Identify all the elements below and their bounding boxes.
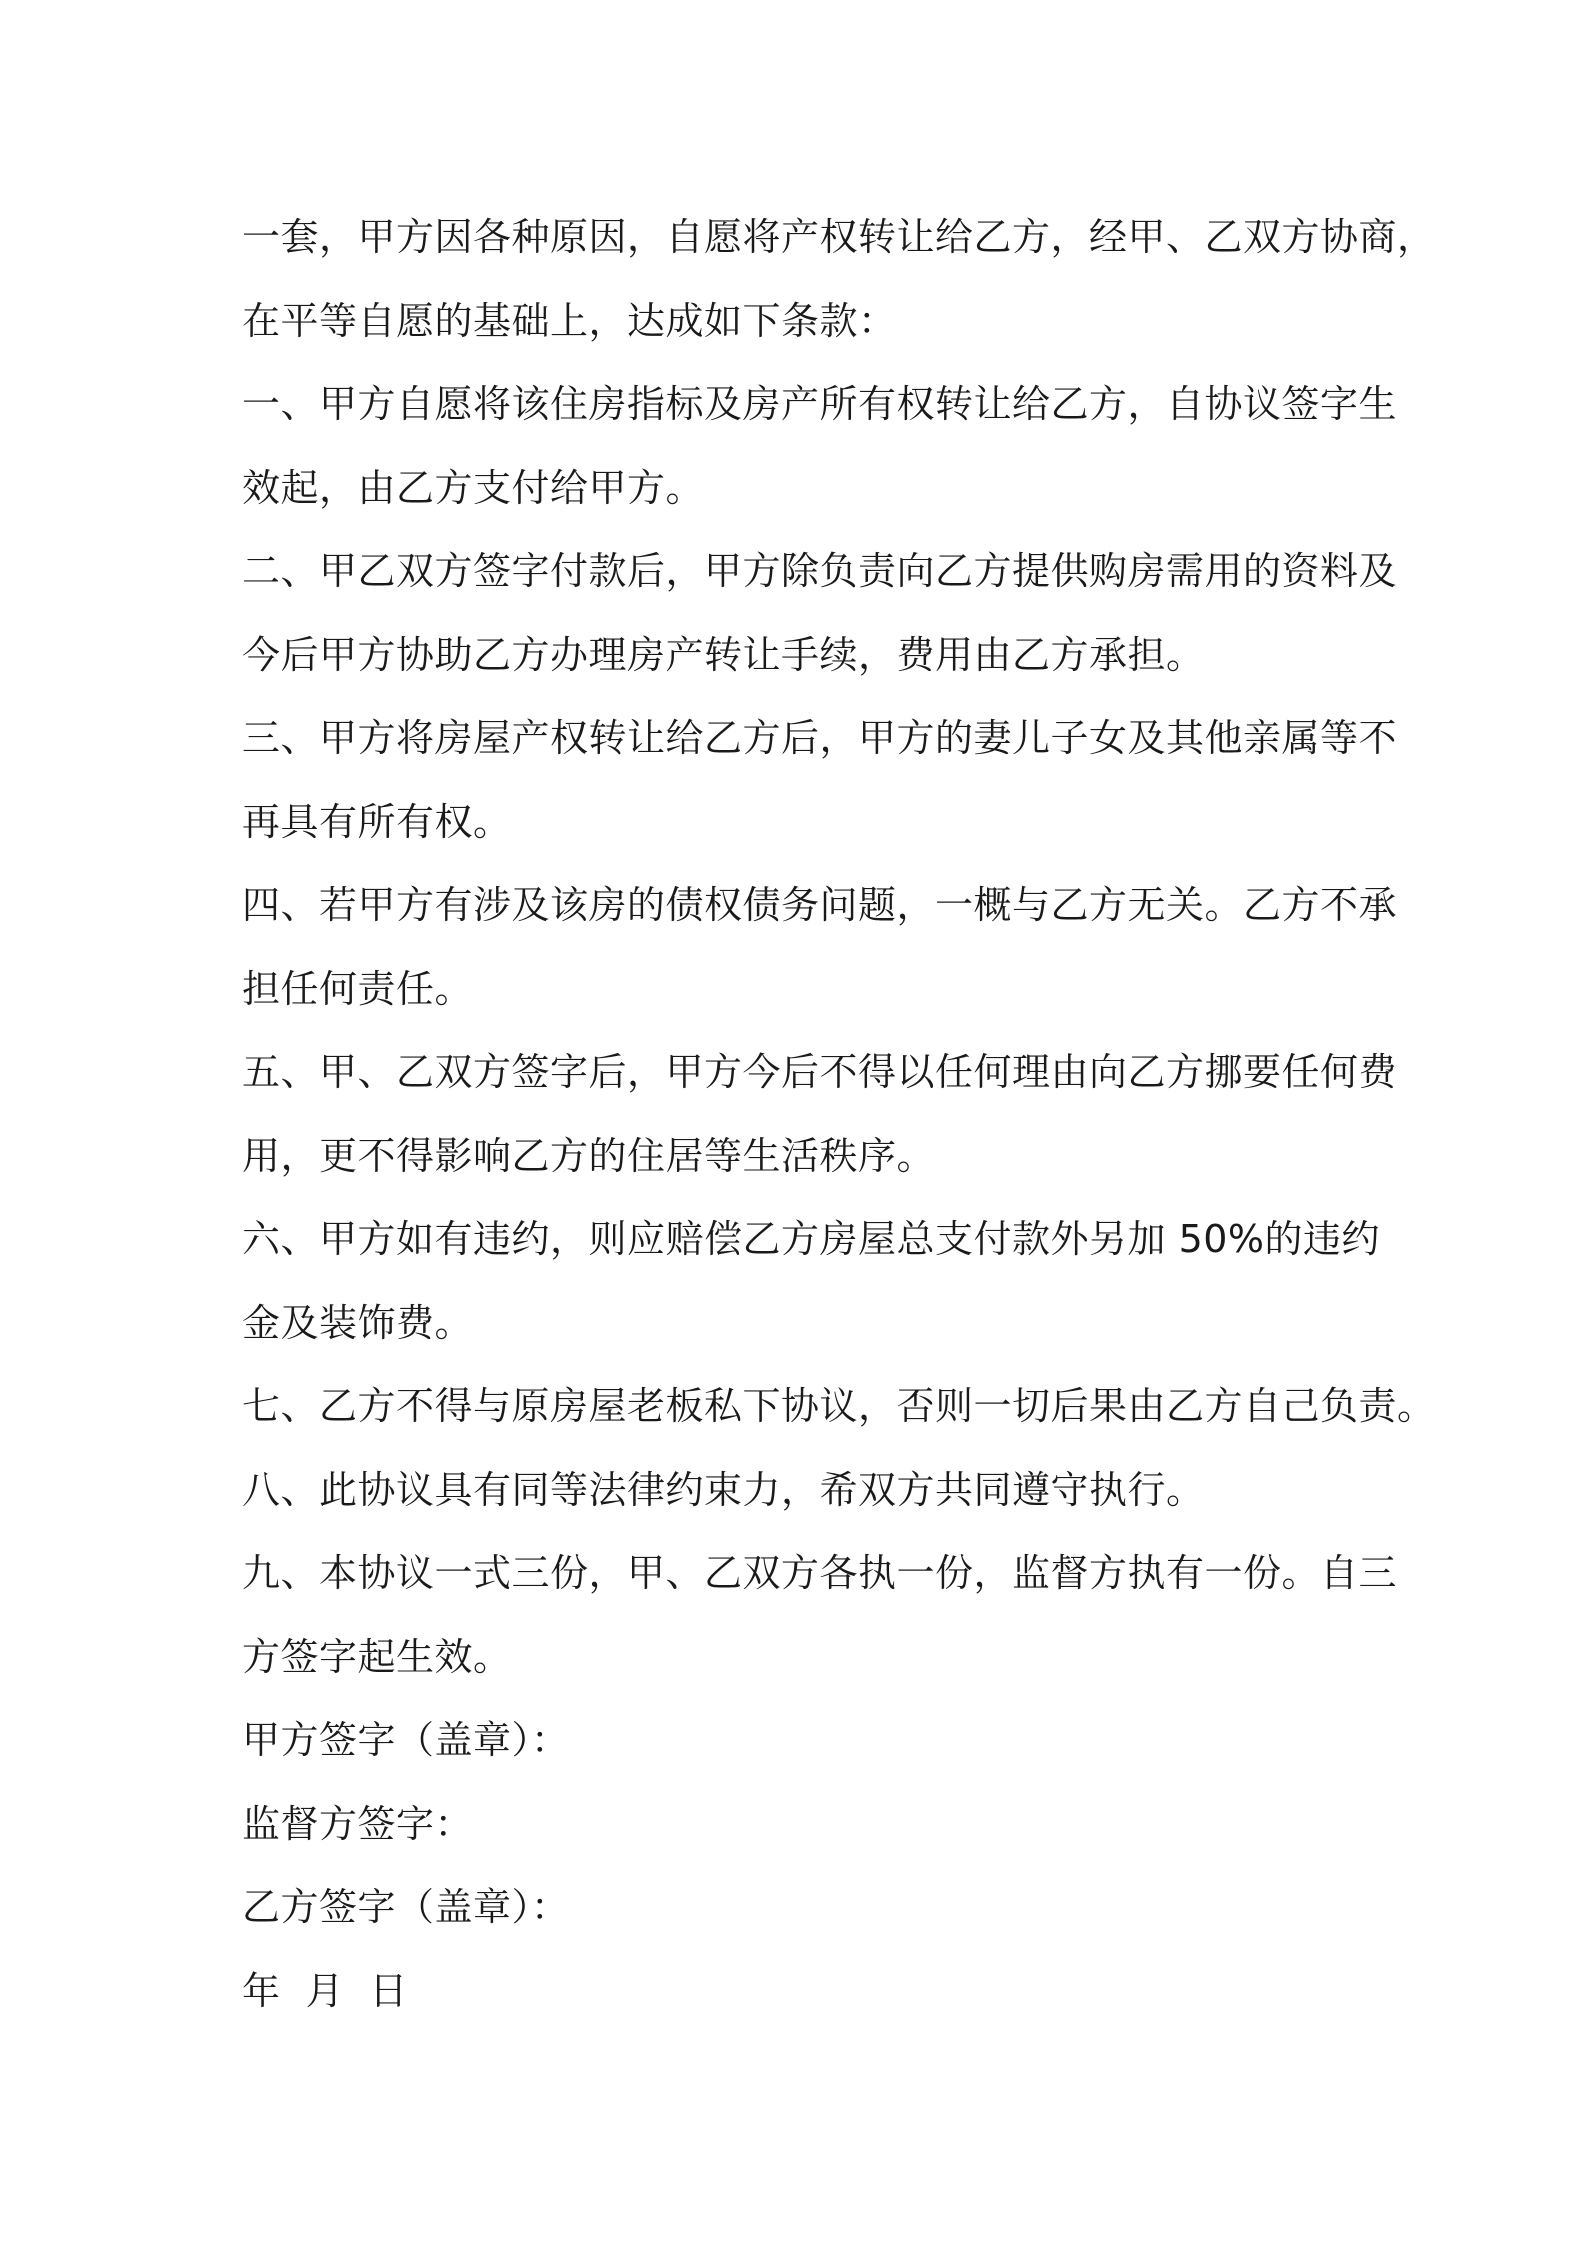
clause-1-line: 一、甲方自愿将该住房指标及房产所有权转让给乙方，自协议签字生 <box>242 382 1398 426</box>
clause-8-line: 八、此协议具有同等法律约束力，希双方共同遵守执行。 <box>242 1467 1205 1512</box>
clause-4-line: 四、若甲方有涉及该房的债权债务问题，一概与乙方无关。乙方不承 <box>242 883 1398 927</box>
text-line: 一套，甲方因各种原因，自愿将产权转让给乙方，经甲、乙双方协商， <box>242 215 1436 259</box>
clause-6-line: 金及装饰费。 <box>242 1300 474 1345</box>
clause-3-line: 三、甲方将房屋产权转让给乙方后，甲方的妻儿子女及其他亲属等不 <box>242 716 1398 760</box>
text-line: 在平等自愿的基础上，达成如下条款： <box>242 298 897 343</box>
party-a-signature-label: 甲方签字（盖章）： <box>242 1718 570 1762</box>
clause-4-line: 担任何责任。 <box>242 966 474 1011</box>
clause-9-line: 方签字起生效。 <box>242 1634 512 1679</box>
clause-2-line: 今后甲方协助乙方办理房产转让手续，费用由乙方承担。 <box>242 632 1205 677</box>
party-b-signature-label: 乙方签字（盖章）： <box>242 1885 570 1929</box>
clause-1-line: 效起，由乙方支付给甲方。 <box>242 465 705 510</box>
date-label: 年 月 日 <box>242 1968 408 2013</box>
clause-9-line: 九、本协议一式三份，甲、乙双方各执一份，监督方执有一份。自三 <box>242 1551 1398 1595</box>
clause-5-line: 用，更不得影响乙方的住居等生活秩序。 <box>242 1133 936 1178</box>
clause-7-line: 七、乙方不得与原房屋老板私下协议，否则一切后果由乙方自己负责。 <box>242 1384 1436 1428</box>
clause-3-line: 再具有所有权。 <box>242 799 512 844</box>
clause-2-line: 二、甲乙双方签字付款后，甲方除负责向乙方提供购房需用的资料及 <box>242 549 1398 593</box>
supervisor-signature-label: 监督方签字： <box>242 1801 474 1846</box>
clause-6-line: 六、甲方如有违约，则应赔偿乙方房屋总支付款外另加 50%的违约 <box>242 1217 1381 1261</box>
clause-5-line: 五、甲、乙双方签字后，甲方今后不得以任何理由向乙方挪要任何费 <box>242 1050 1398 1094</box>
agreement-text <box>242 196 1436 2033</box>
